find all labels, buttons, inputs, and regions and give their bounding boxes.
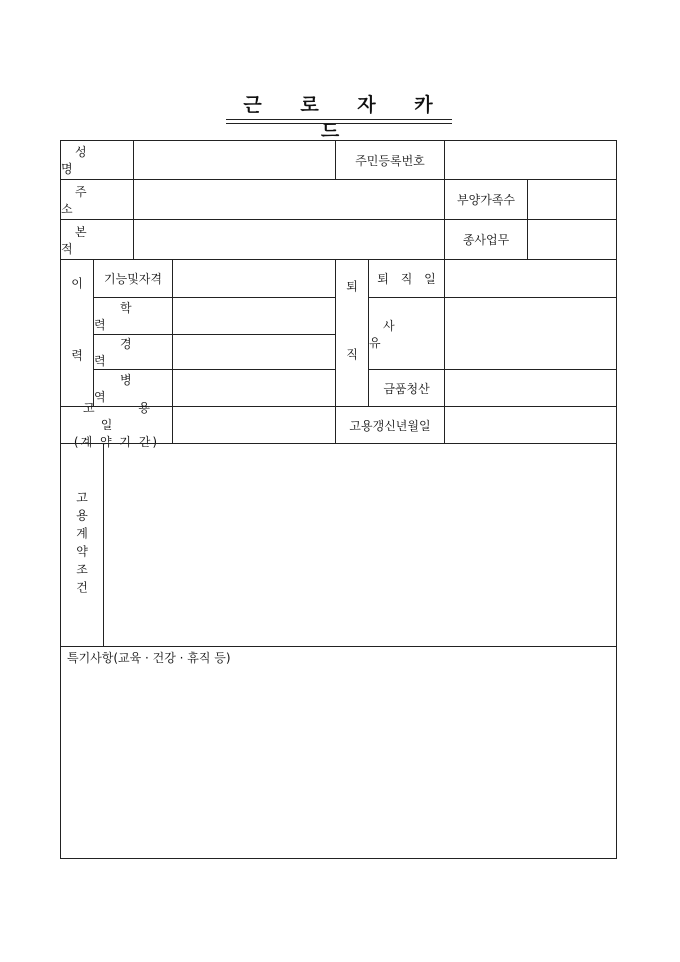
name-label: 성 명	[60, 140, 134, 180]
conditions-field[interactable]	[103, 443, 617, 647]
hire-date-field[interactable]	[172, 406, 336, 444]
career-label: 경 력	[93, 334, 173, 370]
history-label: 이 력	[60, 259, 94, 407]
title-underline	[226, 119, 452, 124]
career-field[interactable]	[172, 334, 336, 370]
address-label: 주 소	[60, 179, 134, 220]
qualification-label: 기능및자격	[93, 259, 173, 298]
domicile-field[interactable]	[133, 219, 445, 260]
renewal-date-field[interactable]	[444, 406, 617, 444]
duty-field[interactable]	[527, 219, 617, 260]
settlement-label: 금품청산	[368, 369, 445, 407]
military-label: 병 역	[93, 369, 173, 407]
retirement-label: 퇴 직	[335, 259, 369, 407]
domicile-label: 본 적	[60, 219, 134, 260]
address-field[interactable]	[133, 179, 445, 220]
reason-label: 사 유	[368, 297, 445, 370]
hire-date-label: 고 용 일	[83, 400, 170, 432]
military-field[interactable]	[172, 369, 336, 407]
settlement-field[interactable]	[444, 369, 617, 407]
resident-no-field[interactable]	[444, 140, 617, 180]
resident-no-label: 주민등록번호	[335, 140, 445, 180]
reason-field[interactable]	[444, 297, 617, 370]
notes-label: 특기사항(교육 · 건강 · 휴직 등)	[67, 651, 231, 665]
hire-date-label-cell	[60, 400, 173, 449]
qualification-field[interactable]	[172, 259, 336, 298]
education-field[interactable]	[172, 297, 336, 335]
dependents-field[interactable]	[527, 179, 617, 220]
conditions-label: 고용계약조건	[60, 443, 104, 647]
notes-field[interactable]	[60, 646, 617, 859]
page-title: 근 로 자 카 드	[243, 94, 449, 142]
retire-date-label: 퇴 직 일	[368, 259, 445, 298]
renewal-date-label: 고용갱신년월일	[335, 406, 445, 444]
contract-period-label: (계 약 기 간)	[73, 434, 160, 449]
name-field[interactable]	[133, 140, 336, 180]
dependents-label: 부양가족수	[444, 179, 528, 220]
duty-label: 종사업무	[444, 219, 528, 260]
education-label: 학 력	[93, 297, 173, 335]
retire-date-field[interactable]	[444, 259, 617, 298]
